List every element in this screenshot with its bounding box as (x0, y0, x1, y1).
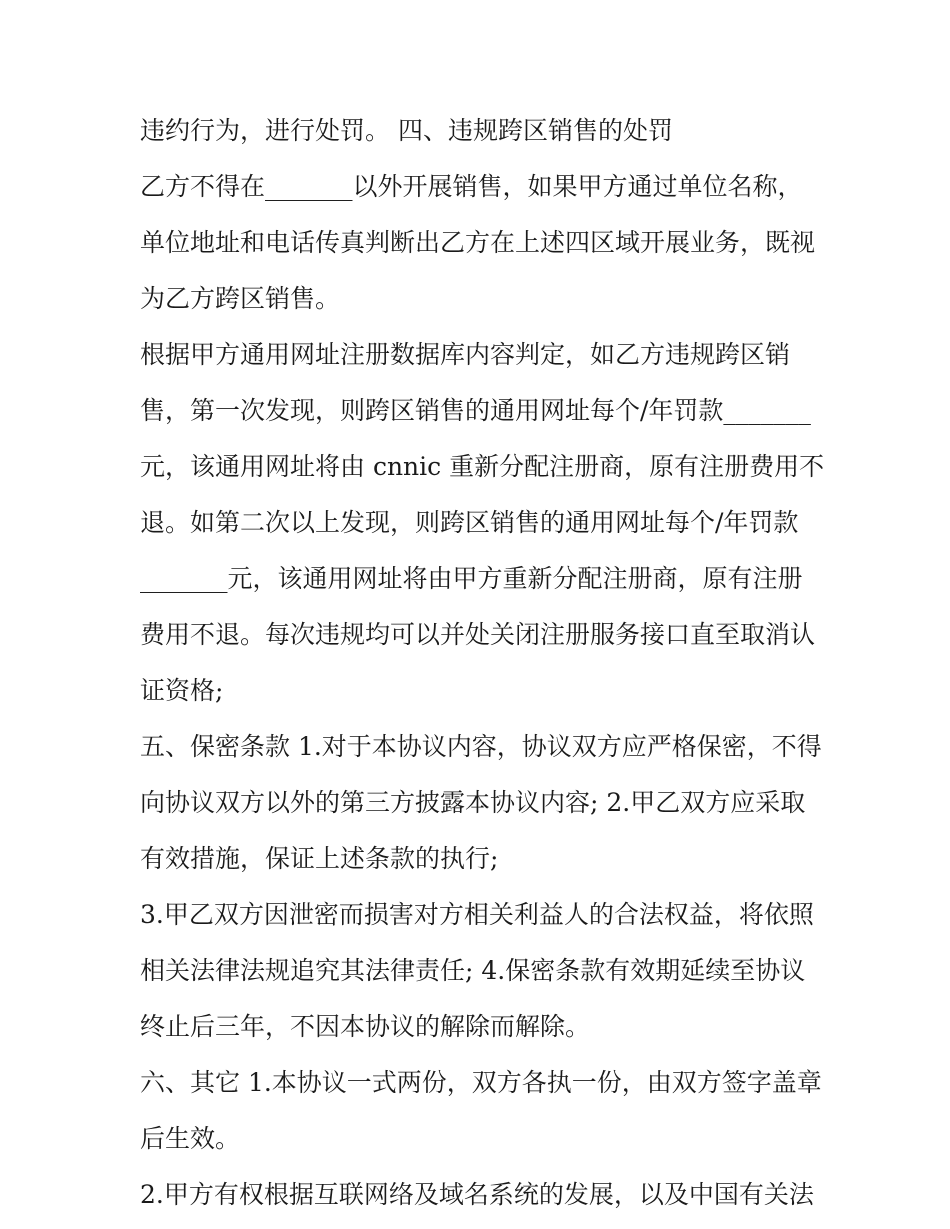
text-line: _______元，该通用网址将由甲方重新分配注册商，原有注册 (140, 564, 803, 593)
text-line: 为乙方跨区销售。 (140, 284, 341, 313)
text-line: 元，该通用网址将由 cnnic 重新分配注册商，原有注册费用不 (140, 452, 825, 481)
text-line: 向协议双方以外的第三方披露本协议内容; 2.甲乙双方应采取 (140, 788, 806, 817)
text-line: 违约行为，进行处罚。 四、违规跨区销售的处罚 (140, 116, 673, 145)
text-line: 费用不退。每次违规均可以并处关闭注册服务接口直至取消认 (140, 620, 816, 649)
document-body (140, 106, 825, 1220)
text-line: 单位地址和电话传真判断出乙方在上述四区域开展业务，既视 (140, 228, 816, 257)
text-line: 后生效。 (140, 1124, 241, 1153)
text-line: 六、其它 1.本协议一式两份，双方各执一份，由双方签字盖章 (140, 1068, 822, 1097)
text-line: 终止后三年，不因本协议的解除而解除。 (140, 1012, 591, 1041)
text-line: 2.甲方有权根据互联网络及域名系统的发展，以及中国有关法 (140, 1180, 814, 1209)
text-line: 五、保密条款 1.对于本协议内容，协议双方应严格保密，不得 (140, 732, 822, 761)
text-line: 3.甲乙双方因泄密而损害对方相关利益人的合法权益，将依照 (140, 900, 814, 929)
text-line: 相关法律法规追究其法律责任; 4.保密条款有效期延续至协议 (140, 956, 806, 985)
text-line: 有效措施，保证上述条款的执行; (140, 844, 499, 873)
text-line: 根据甲方通用网址注册数据库内容判定，如乙方违规跨区销 (140, 340, 791, 369)
text-line: 乙方不得在_______以外开展销售，如果甲方通过单位名称， (140, 172, 803, 201)
text-line: 售，第一次发现，则跨区销售的通用网址每个/年罚款_______ (140, 396, 811, 425)
text-line: 退。如第二次以上发现，则跨区销售的通用网址每个/年罚款 (140, 508, 799, 537)
text-line: 证资格; (140, 676, 224, 705)
